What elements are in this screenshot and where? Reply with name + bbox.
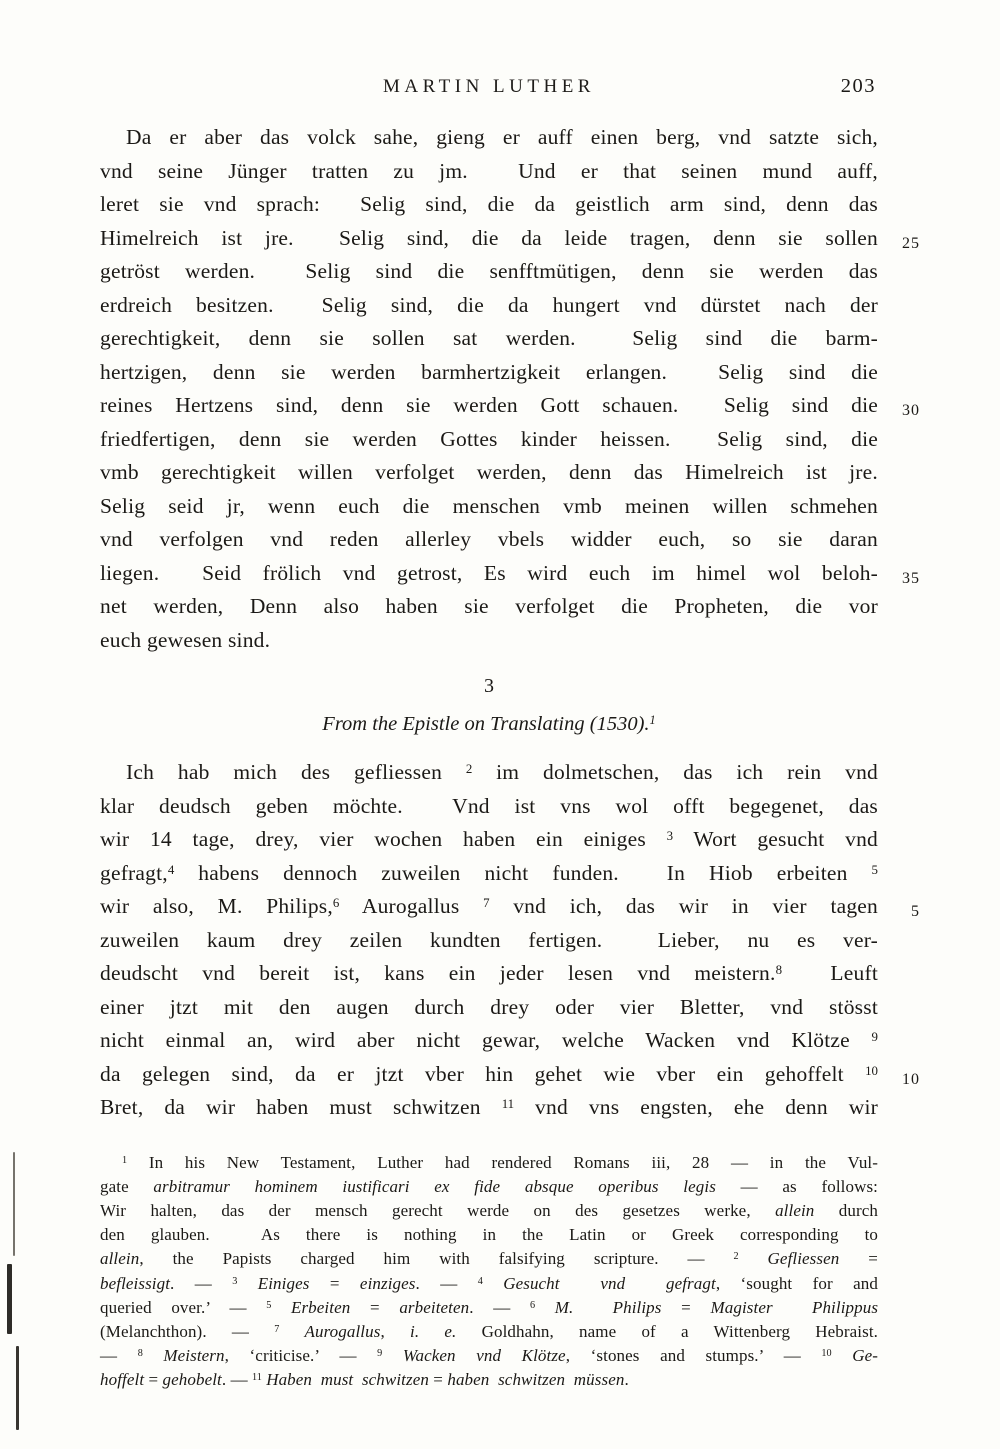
text-line: — $^8$ Meistern, ‘criticise.’ — $^9$ Wacken vnd Klötze, ‘stones and stumps.’ — $^{10}$ Ge- <box>100 1346 878 1366</box>
text-line: liegen. Seid frölich vnd getrost, Es wird euch im himel wol beloh- 35 <box>100 557 878 591</box>
footnote-marker: 10 <box>821 1348 832 1360</box>
text-line: Da er aber das volck sahe, gieng er auff einen berg, vnd satzte sich, <box>126 125 878 149</box>
footnote-marker: 1 <box>649 713 656 727</box>
footnote-marker: 9 <box>871 1030 878 1044</box>
text-line: deudscht vnd bereit ist, kans ein jeder lesen vnd meistern.$^8$ Leuft <box>100 961 878 985</box>
footnote-marker: 10 <box>865 1063 878 1078</box>
text-line: getröst werden. Selig sind die senfftmütigen, denn sie werden das <box>100 259 878 283</box>
text-line: klar deudsch geben möchte. Vnd ist vns wol offt begegenet, das <box>100 793 878 818</box>
section-number: 3 <box>484 675 494 697</box>
footnote-marker: 4 <box>477 1275 483 1287</box>
text-line: zuweilen kaum drey zeilen kundten fertigen. Lieber, nu es ver- <box>100 927 878 952</box>
margin-line-number: 35 <box>902 569 920 587</box>
text-line: gate arbitramur hominem iustificari ex fide absque operibus legis — as follows: <box>100 1176 878 1196</box>
text-line: queried over.’ — $^5$ Erbeiten = arbeiteten. — $^6$ M. Philips = Magister Philippus <box>100 1297 879 1317</box>
footnote-marker: 6 <box>332 896 340 910</box>
footnote-marker: 11 <box>501 1097 515 1111</box>
footnote-marker: 7 <box>483 896 490 910</box>
page-header <box>100 76 878 104</box>
footnote-marker: 5 <box>871 862 878 877</box>
footnote-marker: 11 <box>252 1372 262 1384</box>
text-line: gefragt,$^4$ habens dennoch zuweilen nicht funden. In Hiob erbeiten $^5$ <box>100 860 878 885</box>
text-line: einer jtzt mit den augen durch drey oder vier Bletter, vnd stösst <box>100 994 878 1019</box>
text-line: Wir halten, das der mensch gerecht werde on des gesetzes werke, allein durch <box>100 1200 879 1220</box>
margin-line-number: 25 <box>902 234 920 252</box>
footnote-marker: 3 <box>232 1275 238 1287</box>
paragraph-beatitudes <box>100 121 920 657</box>
footnote-marker: 5 <box>266 1299 272 1311</box>
running-title: MARTIN LUTHER <box>383 76 595 97</box>
text-line: euch gewesen sind. <box>100 627 271 652</box>
text-line: wir 14 tage, drey, vier wochen haben ein einiges $^3$ Wort gesucht vnd <box>100 827 878 851</box>
text-line: vnd seine Jünger tratten zu jm. Und er that seinen mund auff, <box>100 158 878 183</box>
text-line: gerechtigkeit, denn sie sollen sat werden. Selig sind die barm- <box>100 326 878 350</box>
text-line: net werden, Denn also haben sie verfolget die Propheten, die vor <box>100 594 878 618</box>
footnote-marker: 9 <box>377 1348 383 1360</box>
margin-line-number: 30 <box>902 402 920 419</box>
paragraph-epistle <box>100 756 920 1125</box>
text-line: Selig seid jr, wenn euch die menschen vmb meinen willen schmehen <box>100 493 878 518</box>
text-line: Bret, da wir haben must schwitzen $^{11}$ vnd vns engsten, ehe denn wir <box>100 1095 878 1119</box>
text-line: allein, the Papists charged him with falsifying scripture. — $^2$ Gefliessen = <box>100 1249 878 1269</box>
text-line: vnd verfolgen vnd reden allerley vbels widder euch, so sie daran <box>100 527 878 551</box>
text-line: (Melanchthon). — $^7$ Aurogallus, i. e. Goldhahn, name of a Wittenberg Hebraist. <box>100 1321 878 1341</box>
footnote-marker: 8 <box>775 963 783 977</box>
scan-margin-mark <box>13 1152 15 1256</box>
footnote-marker: 2 <box>733 1251 739 1263</box>
scan-margin-mark <box>16 1346 19 1430</box>
margin-line-number: 5 <box>911 903 920 920</box>
text-line: befleissigt. — $^3$ Einiges = einziges. — $^4$ Gesucht vnd gefragt, ‘sought for and <box>100 1273 878 1293</box>
text-line: da gelegen sind, da er jtzt vber hin gehet wie vber ein gehoffelt $^{10}$ 10 <box>100 1058 878 1092</box>
text-line: $^1$ In his New Testament, Luther had rendered Romans iii, 28 — in the Vul- <box>122 1152 878 1172</box>
text-line: hoffelt = gehobelt. — $^{11}$ Haben must schwitzen = haben schwitzen müssen. <box>100 1370 629 1390</box>
text-block <box>100 121 920 1393</box>
text-line: erdreich besitzen. Selig sind, die da hungert vnd dürstet nach der <box>100 292 878 317</box>
text-line: wir also, M. Philips,$^6$ Aurogallus $^7$ vnd ich, das wir in vier tagen 5 <box>100 890 878 924</box>
footnotes-block <box>100 1151 878 1393</box>
footnote-marker: 8 <box>137 1348 143 1360</box>
text-line: leret sie vnd sprach: Selig sind, die da geistlich arm sind, denn das <box>100 192 878 216</box>
text-line: Ich hab mich des gefliessen $^2$ im dolmetschen, das ich rein vnd <box>126 760 878 784</box>
margin-line-number: 10 <box>902 1070 920 1088</box>
footnote-marker: 3 <box>666 829 674 843</box>
page-number: 203 <box>840 75 876 97</box>
text-line: friedfertigen, denn sie werden Gottes kinder heissen. Selig sind, die <box>100 426 878 451</box>
text-line: den glauben. As there is nothing in the Latin or Greek corresponding to <box>100 1225 878 1245</box>
footnote-marker: 2 <box>465 762 473 776</box>
text-line: vmb gerechtigkeit willen verfolget werden, denn das Himelreich ist jre. <box>100 460 878 484</box>
text-line: nicht einmal an, wird aber nicht gewar, welche Wacken vnd Klötze $^9$ <box>100 1028 878 1052</box>
section-heading <box>100 709 878 739</box>
scan-margin-mark <box>7 1264 12 1334</box>
footnote-marker: 7 <box>274 1323 280 1335</box>
footnote-marker: 1 <box>122 1154 128 1166</box>
text-line: Himelreich ist jre. Selig sind, die da leide tragen, denn sie sollen 25 <box>100 222 878 256</box>
text-line: hertzigen, denn sie werden barmhertzigkeit erlangen. Selig sind die <box>100 359 878 384</box>
footnote-marker: 6 <box>529 1299 536 1311</box>
text-line: From the Epistle on Translating (1530).$^1$ <box>322 713 656 735</box>
footnote-marker: 4 <box>167 862 175 877</box>
text-line: reines Hertzens sind, denn sie werden Gott schauen. Selig sind die 30 <box>100 389 878 423</box>
